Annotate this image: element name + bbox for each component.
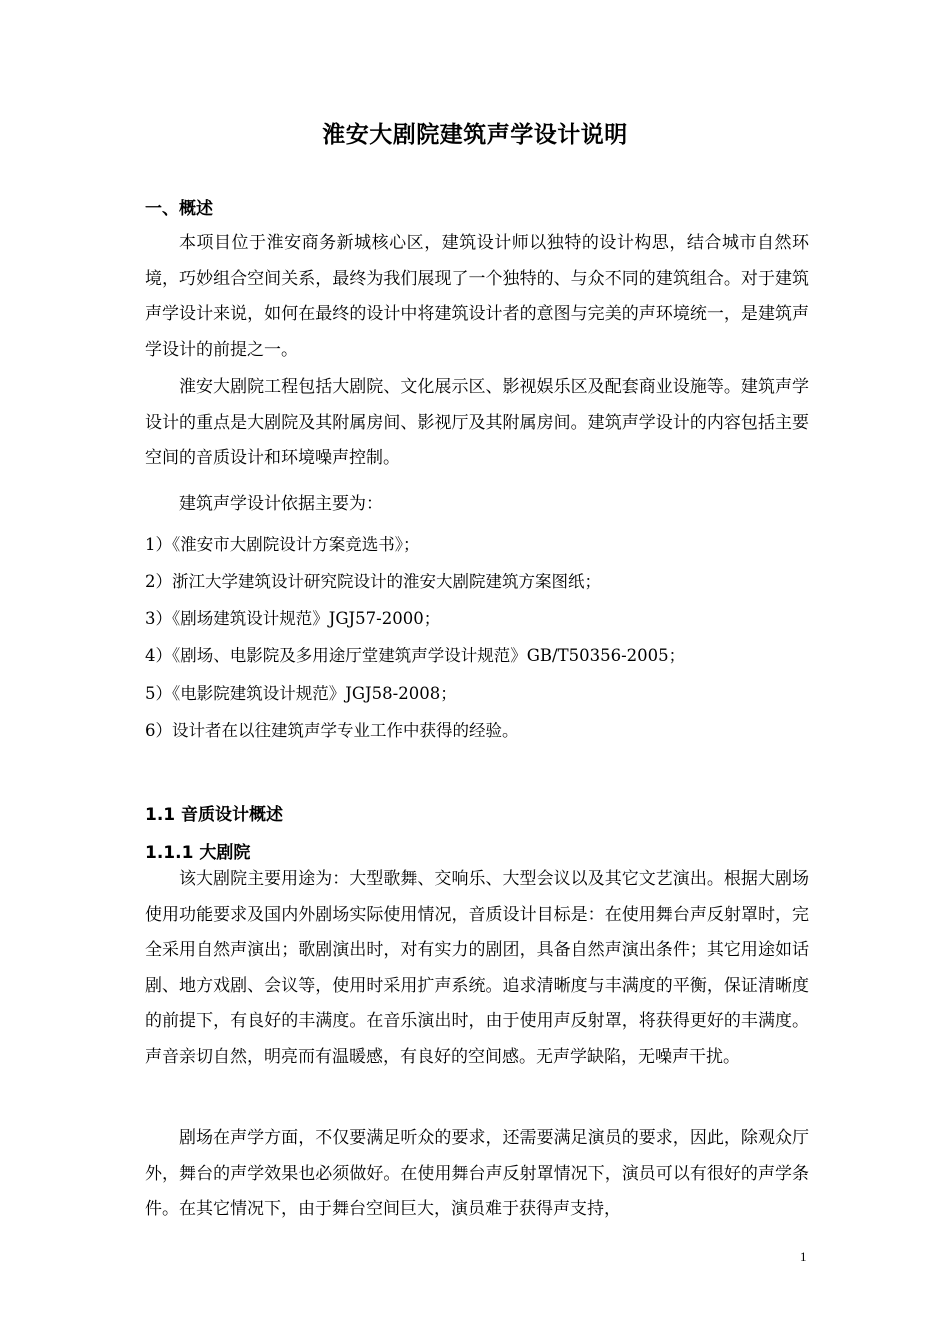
theater-paragraph-1: 该大剧院主要用途为：大型歌舞、交响乐、大型会议以及其它文艺演出。根据大剧场使用功能要求及国内外剧场实际使用情况，音质设计目标是：在使用舞台声反射罩时，完全采用自然声演出；歌剧演出时，对有实力的剧团，具备自然声演出条件；其它用途如话剧、地方戏剧、会议等，使用时采用扩声系统。追求清晰度与丰满度的平衡，保证清晰度的前提下，有良好的丰满度。在音乐演出时，由于使用声反射罩，将获得更好的丰满度。声音亲切自然，明亮而有温暖感，有良好的空间感。无声学缺陷，无噪声干扰。 bbox=[145, 869, 809, 1067]
page-title: 淮安大剧院建筑声学设计说明 bbox=[322, 122, 628, 148]
section-heading-1-1-1: 1.1.1 大剧院 bbox=[145, 843, 251, 863]
reference-item-5: 5）《电影院建筑设计规范》JGJ58-2008； bbox=[145, 684, 457, 703]
page-number: 1 bbox=[800, 1249, 807, 1264]
reference-item-4: 4）《剧场、电影院及多用途厅堂建筑声学设计规范》GB/T50356-2005； bbox=[145, 646, 686, 665]
overview-paragraph-2: 淮安大剧院工程包括大剧院、文化展示区、影视娱乐区及配套商业设施等。建筑声学设计的重点是大剧院及其附属房间、影视厅及其附属房间。建筑声学设计的内容包括主要空间的音质设计和环境噪声控制。 bbox=[145, 377, 809, 468]
reference-item-6: 6）设计者在以往建筑声学专业工作中获得的经验。 bbox=[145, 721, 519, 740]
overview-paragraph-3: 建筑声学设计依据主要为： bbox=[179, 494, 383, 514]
overview-paragraph-1: 本项目位于淮安商务新城核心区，建筑设计师以独特的设计构思，结合城市自然环境，巧妙组合空间关系，最终为我们展现了一个独特的、与众不同的建筑组合。对于建筑声学设计来说，如何在最终的设计中将建筑设计者的意图与完美的声环境统一，是建筑声学设计的前提之一。 bbox=[145, 233, 809, 360]
reference-item-2: 2）浙江大学建筑设计研究院设计的淮安大剧院建筑方案图纸； bbox=[145, 572, 601, 591]
section-heading-overview: 一、概述 bbox=[145, 199, 213, 219]
section-heading-1-1: 1.1 音质设计概述 bbox=[145, 805, 284, 825]
reference-item-1: 1）《淮安市大剧院设计方案竞选书》； bbox=[145, 535, 420, 554]
reference-item-3: 3）《剧场建筑设计规范》JGJ57-2000； bbox=[145, 609, 441, 628]
theater-paragraph-2: 剧场在声学方面，不仅要满足听众的要求，还需要满足演员的要求，因此，除观众厅外，舞台的声学效果也必须做好。在使用舞台声反射罩情况下，演员可以有很好的声学条件。在其它情况下，由于舞台空间巨大，演员难于获得声支持， bbox=[145, 1128, 809, 1219]
